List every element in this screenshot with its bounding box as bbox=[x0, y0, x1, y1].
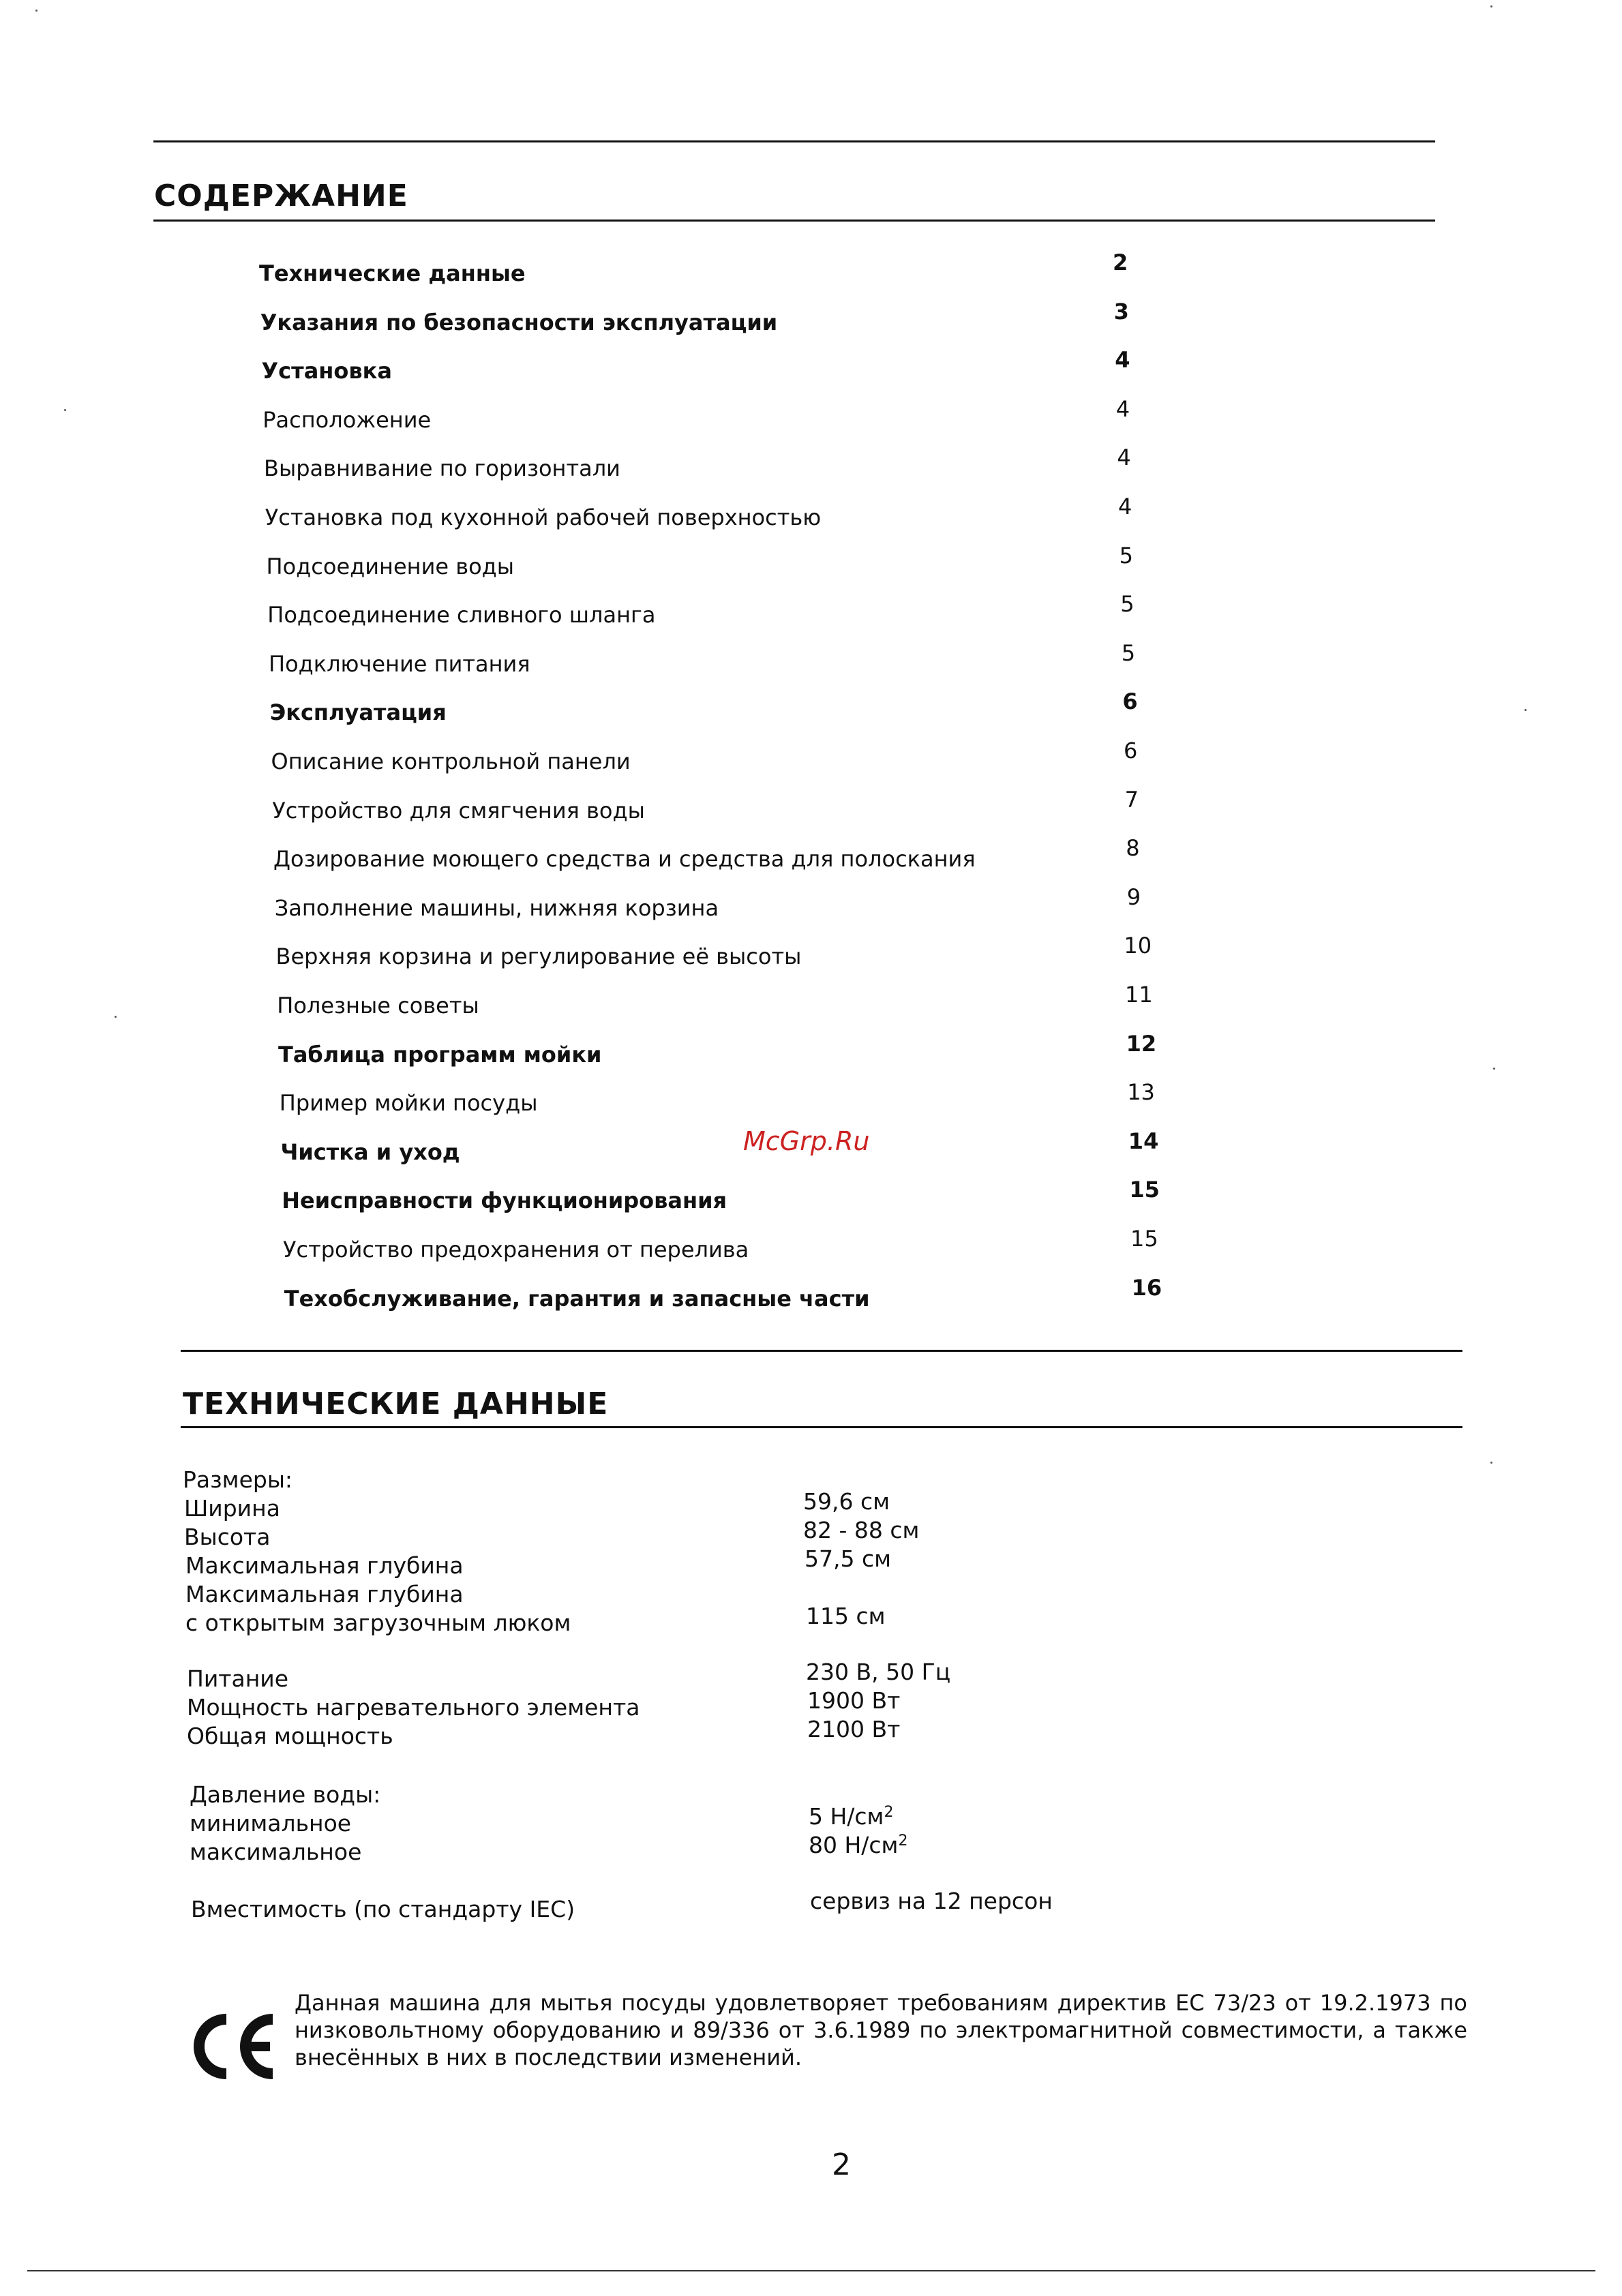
toc-item bbox=[261, 347, 1216, 385]
toc-item-page: 11 bbox=[1125, 982, 1153, 1008]
scan-speck bbox=[64, 409, 66, 411]
toc-item-page: 13 bbox=[1127, 1079, 1155, 1106]
toc-item bbox=[267, 591, 1222, 629]
toc-item-page: 7 bbox=[1124, 786, 1139, 813]
toc-item bbox=[273, 835, 1228, 873]
toc-item-label: Таблица программ мойки bbox=[278, 1041, 602, 1068]
toc-item-page: 5 bbox=[1120, 591, 1135, 618]
depth-open-label-1: Максимальная глубина bbox=[185, 1581, 464, 1607]
min-pressure-value bbox=[809, 1802, 893, 1831]
toc-item-label: Подсоединение воды bbox=[266, 553, 515, 579]
toc-item-page: 6 bbox=[1124, 738, 1138, 764]
toc-item bbox=[274, 883, 1229, 922]
pressure-label: Давление воды: bbox=[190, 1781, 381, 1808]
toc-item bbox=[277, 982, 1231, 1020]
toc-item-page: 14 bbox=[1128, 1128, 1159, 1154]
toc-item-label: Выравнивание по горизонтали bbox=[264, 455, 620, 482]
dimensions-label: Размеры: bbox=[183, 1466, 292, 1493]
heater-label: Мощность нагревательного элемента bbox=[187, 1694, 640, 1721]
toc-item bbox=[282, 1177, 1236, 1215]
toc-item-label: Подсоединение сливного шланга bbox=[267, 602, 656, 629]
min-pressure-label: минимальное bbox=[190, 1810, 352, 1837]
height-value: 82 - 88 см bbox=[803, 1517, 920, 1543]
toc-item-label: Неисправности функционирования bbox=[282, 1188, 727, 1214]
contents-title: СОДЕРЖАНИЕ bbox=[154, 179, 408, 213]
toc-item-label: Дозирование моющего средства и средства для полоскания bbox=[273, 846, 976, 873]
toc-item-page: 3 bbox=[1113, 298, 1129, 324]
toc-item-label: Полезные советы bbox=[277, 993, 479, 1018]
toc-item-page: 9 bbox=[1126, 883, 1141, 910]
toc-item bbox=[278, 1030, 1233, 1069]
toc-item-page: 15 bbox=[1130, 1226, 1158, 1252]
toc-item-page: 16 bbox=[1131, 1274, 1162, 1301]
toc-item-label: Техобслуживание, гарантия и запасные части bbox=[284, 1285, 870, 1312]
toc-item-page: 6 bbox=[1122, 689, 1138, 715]
depth-open-label-2: с открытым загрузочным люком bbox=[185, 1610, 571, 1636]
ce-mark-icon bbox=[191, 2012, 280, 2081]
width-value: 59,6 см bbox=[803, 1488, 890, 1515]
height-label: Высота bbox=[184, 1524, 271, 1550]
scan-speck bbox=[115, 1016, 117, 1018]
toc-item bbox=[275, 933, 1231, 971]
toc-item bbox=[271, 738, 1226, 776]
toc-item-page: 8 bbox=[1126, 835, 1140, 862]
toc-item-page: 4 bbox=[1115, 395, 1130, 422]
toc-item-label: Чистка и уход bbox=[280, 1138, 460, 1165]
capacity-label: Вместимость (по стандарту IEC) bbox=[191, 1896, 575, 1922]
max-pressure-value bbox=[809, 1831, 907, 1860]
toc-item-label: Расположение bbox=[262, 406, 432, 433]
toc-item-page: 4 bbox=[1115, 347, 1130, 374]
depth-value: 57,5 см bbox=[805, 1545, 892, 1572]
toc-item bbox=[264, 444, 1218, 483]
toc-item-label: Указания по безопасности эксплуатации bbox=[260, 309, 778, 335]
toc-item-page: 10 bbox=[1124, 933, 1152, 959]
toc-item-page: 4 bbox=[1117, 444, 1131, 471]
toc-item-page: 4 bbox=[1118, 494, 1132, 519]
toc-item-label: Установка под кухонной рабочей поверхностью bbox=[265, 504, 822, 530]
power-value: 230 В, 50 Гц bbox=[806, 1659, 951, 1685]
tech-underline bbox=[181, 1426, 1462, 1428]
page-number: 2 bbox=[832, 2147, 851, 2182]
scan-speck bbox=[1490, 5, 1492, 7]
scan-speck bbox=[1493, 1068, 1495, 1070]
toc-item bbox=[284, 1274, 1239, 1313]
depth-open-value: 115 см bbox=[806, 1603, 886, 1629]
toc-item bbox=[262, 395, 1217, 434]
watermark: McGrp.Ru bbox=[743, 1126, 870, 1156]
toc-item-label: Пример мойки посуды bbox=[279, 1090, 538, 1117]
toc-item-label: Эксплуатация bbox=[269, 699, 447, 726]
toc-item bbox=[279, 1079, 1234, 1117]
toc-item-page: 12 bbox=[1126, 1030, 1157, 1057]
exponent: 2 bbox=[898, 1832, 908, 1849]
top-rule bbox=[153, 140, 1435, 142]
toc-item bbox=[260, 298, 1215, 337]
toc-item-label: Установка bbox=[261, 358, 392, 384]
toc-item-page: 5 bbox=[1119, 542, 1133, 569]
toc-item bbox=[283, 1226, 1237, 1264]
toc-item-label: Верхняя корзина и регулирование её высоты bbox=[275, 943, 802, 970]
scan-speck bbox=[35, 10, 37, 12]
toc-item-page: 5 bbox=[1121, 639, 1136, 666]
max-pressure-number: 80 Н/см bbox=[809, 1832, 899, 1858]
heater-value: 1900 Вт bbox=[807, 1687, 901, 1714]
width-label: Ширина bbox=[184, 1495, 280, 1522]
toc-item-label: Технические данные bbox=[259, 260, 526, 286]
power-label: Питание bbox=[187, 1665, 289, 1692]
tech-top-rule bbox=[181, 1350, 1462, 1352]
toc-item-label: Устройство предохранения от перелива bbox=[283, 1237, 749, 1263]
toc-item bbox=[266, 542, 1221, 581]
toc-item bbox=[272, 786, 1227, 825]
toc-item bbox=[265, 494, 1220, 532]
max-pressure-label: максимальное bbox=[190, 1839, 362, 1865]
toc-item bbox=[269, 689, 1225, 727]
min-pressure-number: 5 Н/см bbox=[809, 1803, 884, 1830]
capacity-value: сервиз на 12 персон bbox=[810, 1888, 1053, 1914]
toc-item-label: Подключение питания bbox=[269, 650, 530, 677]
bottom-edge-rule bbox=[27, 2270, 1595, 2271]
toc-item bbox=[259, 250, 1214, 288]
contents-underline bbox=[153, 220, 1435, 222]
toc-item-page: 15 bbox=[1129, 1177, 1160, 1203]
exponent: 2 bbox=[884, 1804, 894, 1821]
scan-speck bbox=[1490, 1462, 1492, 1464]
toc-item bbox=[269, 639, 1223, 678]
toc-item-label: Устройство для смягчения воды bbox=[272, 797, 645, 824]
depth-label: Максимальная глубина bbox=[185, 1552, 464, 1579]
tech-title: ТЕХНИЧЕСКИЕ ДАННЫЕ bbox=[183, 1387, 609, 1421]
scan-speck bbox=[1525, 709, 1527, 711]
toc-item-page: 2 bbox=[1113, 250, 1128, 275]
total-label: Общая мощность bbox=[187, 1723, 393, 1749]
toc-item-label: Заполнение машины, нижняя корзина bbox=[274, 894, 719, 921]
ce-declaration: Данная машина для мытья посуды удовлетворяет требованиям директив ЕС 73/23 от 19.2.1973 по низковольтному оборудованию и 89/336 от 3.6.1989 по электромагнитной совместимости, а также внесённых в них в последствии изменений. bbox=[295, 1990, 1467, 2070]
toc-item-label: Описание контрольной панели bbox=[271, 749, 631, 774]
total-value: 2100 Вт bbox=[807, 1716, 901, 1742]
